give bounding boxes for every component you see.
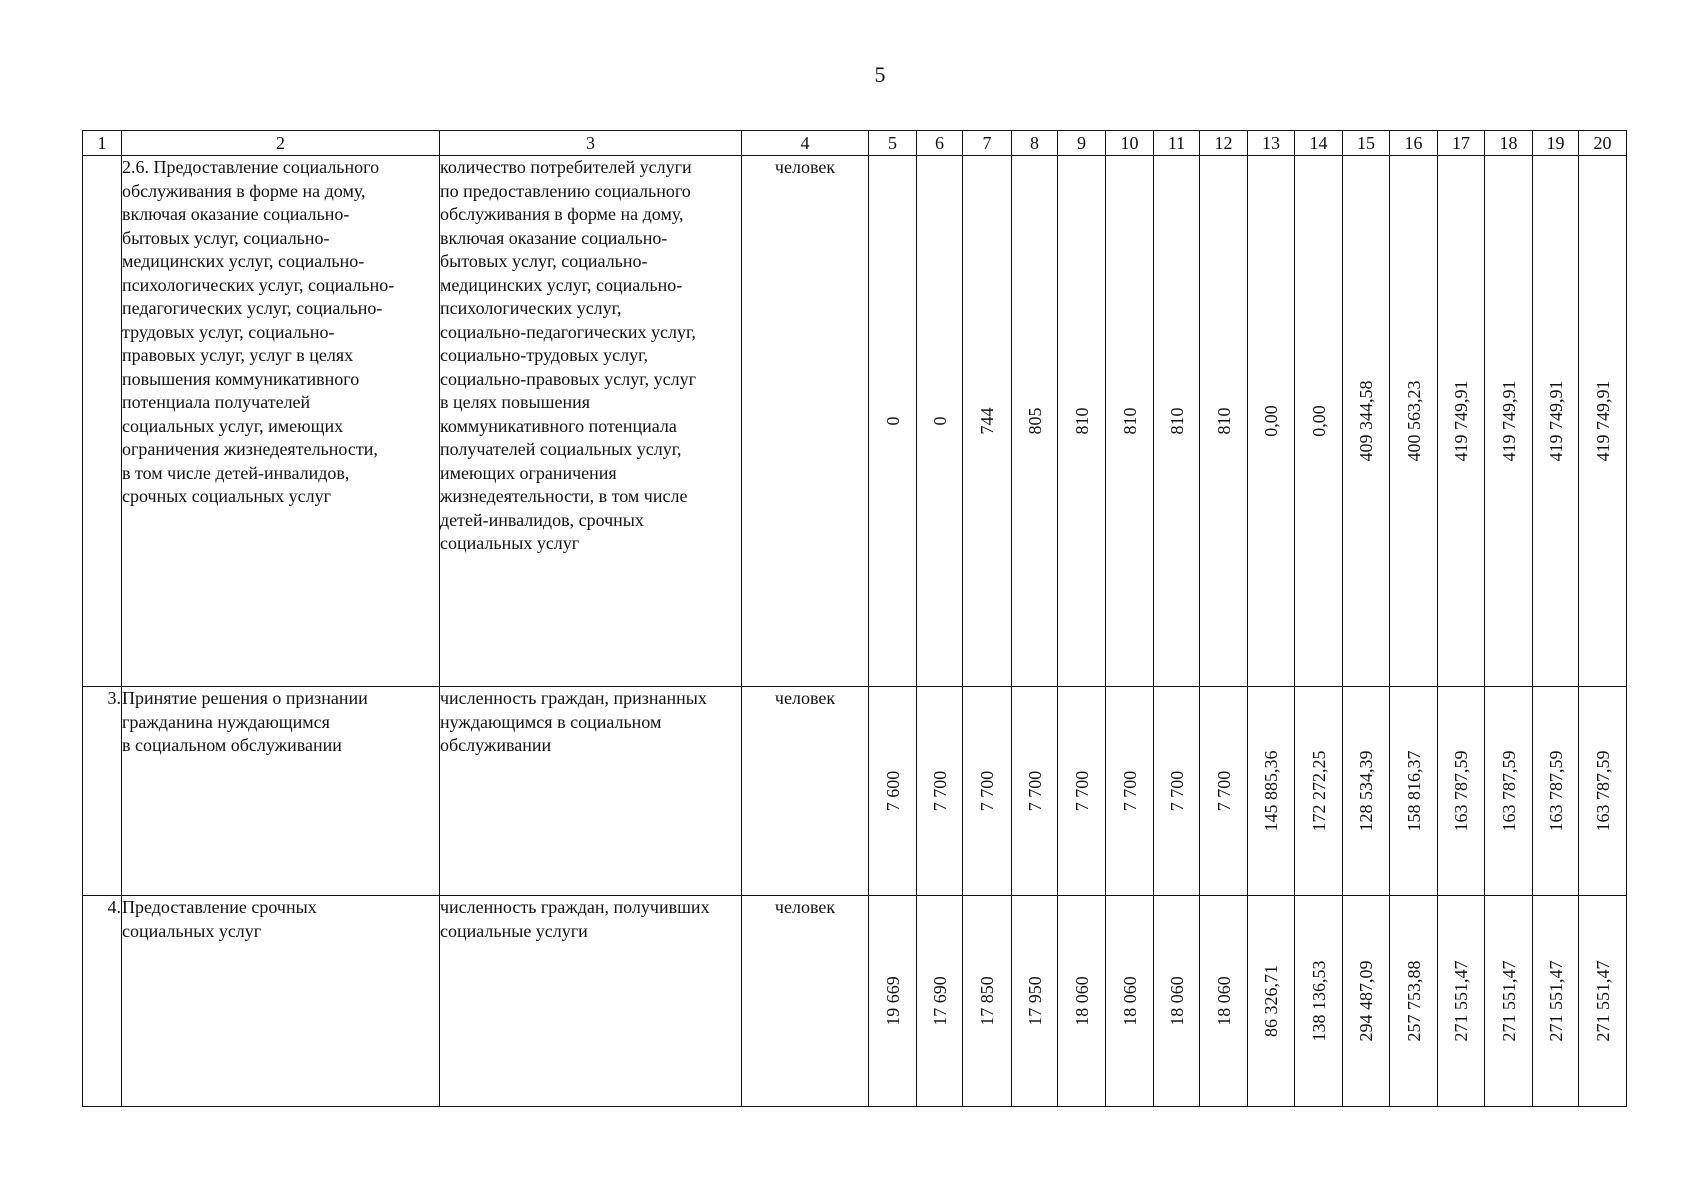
- header-cell: 20: [1579, 131, 1627, 156]
- header-cell: 13: [1248, 131, 1295, 156]
- header-cell: 5: [869, 131, 917, 156]
- value-cell: [1154, 687, 1200, 896]
- service-name-line: ограничения жизнедеятельности,: [122, 439, 378, 459]
- value-text: 271 551,47: [1592, 960, 1613, 1042]
- value-cell: [1248, 896, 1295, 1107]
- indicator-line: включая оказание социально-: [440, 227, 668, 248]
- indicator-line: социально-трудовых услуг,: [440, 345, 649, 365]
- value-text: 163 787,59: [1545, 750, 1566, 832]
- value-text: 7 600: [882, 770, 903, 812]
- service-name-line: обслуживания в форме на дому,: [122, 180, 366, 201]
- indicator-line: бытовых услуг, социально-: [440, 251, 648, 271]
- header-cell: 1: [83, 131, 122, 156]
- unit-cell: человек: [742, 687, 869, 896]
- service-name-line: в социальном обслуживании: [122, 735, 342, 755]
- value-text: 7 700: [1213, 770, 1234, 812]
- header-cell: 10: [1106, 131, 1154, 156]
- value-cell: [1390, 156, 1438, 687]
- table-row: [83, 156, 1627, 687]
- row-number: 3.: [83, 687, 122, 896]
- value-cell: [1012, 156, 1058, 687]
- value-cell: [1390, 687, 1438, 896]
- service-name-line: психологических услуг, социально-: [122, 274, 395, 295]
- header-cell: 9: [1058, 131, 1106, 156]
- value-text: 0: [882, 416, 903, 426]
- value-cell: [1343, 156, 1390, 687]
- header-cell: 19: [1533, 131, 1579, 156]
- value-cell: [1579, 896, 1627, 1107]
- header-cell: 14: [1295, 131, 1343, 156]
- value-cell: [1579, 687, 1627, 896]
- value-text: 0,00: [1308, 405, 1329, 437]
- value-cell: [1485, 896, 1533, 1107]
- value-text: 7 700: [1166, 770, 1187, 812]
- value-text: 810: [1071, 407, 1092, 435]
- header-cell: 6: [917, 131, 963, 156]
- service-name-cell: [122, 896, 440, 1107]
- indicator-line: жизнедеятельности, в том числе: [440, 486, 688, 506]
- value-cell: [1295, 896, 1343, 1107]
- value-text: 163 787,59: [1498, 750, 1519, 832]
- value-cell: [1579, 156, 1627, 687]
- value-text: 18 060: [1071, 976, 1092, 1026]
- indicator-cell: [440, 896, 742, 1107]
- page-number: 5: [874, 62, 886, 87]
- header-cell: 15: [1343, 131, 1390, 156]
- value-cell: [1533, 896, 1579, 1107]
- value-text: 0: [929, 416, 950, 426]
- indicator-line: психологических услуг,: [440, 298, 622, 318]
- value-cell: [963, 687, 1012, 896]
- value-text: 7 700: [1071, 770, 1092, 812]
- indicator-line: получателей социальных услуг,: [440, 439, 682, 459]
- value-text: 271 551,47: [1545, 960, 1566, 1042]
- value-text: 158 816,37: [1403, 750, 1424, 832]
- service-name-line: в том числе детей-инвалидов,: [122, 462, 350, 483]
- value-cell: [1200, 156, 1248, 687]
- value-text: 18 060: [1166, 976, 1187, 1026]
- indicator-line: социальные услуги: [440, 920, 588, 941]
- value-cell: [1390, 896, 1438, 1107]
- value-cell: [1485, 156, 1533, 687]
- value-text: 409 344,58: [1356, 380, 1376, 462]
- service-name-line: педагогических услуг, социально-: [122, 298, 383, 318]
- service-name-line: Предоставление срочных: [122, 897, 317, 917]
- service-name-line: Принятие решения о признании: [122, 688, 368, 708]
- service-name-line: трудовых услуг, социально-: [122, 321, 335, 342]
- value-text: 810: [1166, 407, 1187, 435]
- value-text: 17 690: [929, 976, 950, 1026]
- value-cell: [1248, 156, 1295, 687]
- value-cell: [1106, 687, 1154, 896]
- value-cell: [1012, 896, 1058, 1107]
- value-text: 163 787,59: [1451, 750, 1471, 832]
- indicator-line: обслуживании: [440, 735, 552, 755]
- value-cell: [1295, 156, 1343, 687]
- value-cell: [869, 687, 917, 896]
- value-text: 257 753,88: [1403, 960, 1424, 1042]
- value-text: 163 787,59: [1592, 750, 1613, 832]
- value-text: 7 700: [1119, 770, 1140, 812]
- indicator-line: по предоставлению социального: [440, 180, 691, 201]
- indicator-line: социально-педагогических услуг,: [440, 321, 696, 342]
- value-cell: [1200, 687, 1248, 896]
- service-name-line: социальных услуг: [122, 920, 262, 941]
- value-cell: [1438, 156, 1485, 687]
- value-text: 138 136,53: [1308, 960, 1329, 1042]
- service-name-line: включая оказание социально-: [122, 204, 350, 224]
- value-text: 7 700: [1024, 770, 1045, 812]
- service-name-line: бытовых услуг, социально-: [122, 227, 330, 248]
- value-cell: [869, 156, 917, 687]
- value-cell: [963, 156, 1012, 687]
- value-cell: [1343, 687, 1390, 896]
- value-text: 419 749,91: [1451, 380, 1471, 462]
- indicator-line: детей-инвалидов, срочных: [440, 509, 644, 530]
- unit-cell: человек: [742, 896, 869, 1107]
- value-cell: [1485, 687, 1533, 896]
- value-cell: [1012, 687, 1058, 896]
- header-cell: 7: [963, 131, 1012, 156]
- value-text: 810: [1119, 407, 1140, 435]
- indicator-cell: [440, 687, 742, 896]
- value-text: 805: [1024, 407, 1045, 435]
- value-cell: [1200, 896, 1248, 1107]
- header-cell: 12: [1200, 131, 1248, 156]
- value-text: 271 551,47: [1451, 960, 1471, 1042]
- value-cell: [1106, 896, 1154, 1107]
- indicator-line: социально-правовых услуг, услуг: [440, 368, 696, 389]
- value-cell: [1248, 687, 1295, 896]
- service-name-cell: [122, 156, 440, 687]
- header-cell: 4: [742, 131, 869, 156]
- table-row: [83, 687, 1627, 896]
- value-cell: [917, 687, 963, 896]
- indicator-cell: [440, 156, 742, 687]
- value-cell: [1295, 687, 1343, 896]
- value-cell: [963, 896, 1012, 1107]
- indicator-line: численность граждан, признанных: [440, 688, 707, 708]
- service-name-line: 2.6. Предоставление социального: [122, 157, 380, 177]
- header-cell: 11: [1154, 131, 1200, 156]
- indicator-line: количество потребителей услуги: [440, 157, 692, 177]
- value-cell: [1343, 896, 1390, 1107]
- value-cell: [917, 896, 963, 1107]
- service-name-line: срочных социальных услуг: [122, 486, 331, 506]
- value-text: 810: [1213, 407, 1234, 435]
- value-text: 7 700: [977, 770, 997, 812]
- value-text: 294 487,09: [1356, 960, 1376, 1042]
- service-name-line: гражданина нуждающимся: [122, 711, 330, 732]
- row-number: [83, 156, 122, 687]
- indicator-line: коммуникативного потенциала: [440, 415, 677, 436]
- unit-cell: человек: [742, 156, 869, 687]
- value-cell: [1106, 156, 1154, 687]
- value-cell: [1438, 687, 1485, 896]
- indicator-line: нуждающимся в социальном: [440, 711, 662, 732]
- value-text: 744: [977, 407, 997, 435]
- value-cell: [1058, 896, 1106, 1107]
- indicator-line: обслуживания в форме на дому,: [440, 204, 684, 224]
- value-text: 419 749,91: [1592, 380, 1613, 462]
- header-cell: 16: [1390, 131, 1438, 156]
- header-cell: 2: [122, 131, 440, 156]
- value-text: 128 534,39: [1356, 750, 1376, 832]
- header-cell: 17: [1438, 131, 1485, 156]
- service-name-line: повышения коммуникативного: [122, 368, 360, 389]
- value-text: 86 326,71: [1261, 965, 1281, 1037]
- value-text: 0,00: [1261, 405, 1281, 437]
- value-cell: [1533, 156, 1579, 687]
- value-cell: [1438, 896, 1485, 1107]
- table-row: [83, 896, 1627, 1107]
- value-text: 17 850: [977, 976, 997, 1026]
- service-name-cell: [122, 687, 440, 896]
- value-cell: [1058, 156, 1106, 687]
- value-text: 17 950: [1024, 976, 1045, 1026]
- header-cell: 18: [1485, 131, 1533, 156]
- value-text: 419 749,91: [1498, 380, 1519, 462]
- value-text: 145 885,36: [1261, 750, 1281, 832]
- service-name-line: социальных услуг, имеющих: [122, 415, 344, 436]
- data-table: [82, 130, 1627, 1107]
- value-text: 172 272,25: [1308, 750, 1329, 832]
- value-cell: [1154, 896, 1200, 1107]
- header-cell: 8: [1012, 131, 1058, 156]
- value-text: 400 563,23: [1403, 380, 1424, 462]
- value-text: 18 060: [1119, 976, 1140, 1026]
- value-cell: [1154, 156, 1200, 687]
- service-name-line: потенциала получателей: [122, 392, 311, 412]
- header-row: [83, 131, 1627, 156]
- value-cell: [917, 156, 963, 687]
- indicator-line: имеющих ограничения: [440, 462, 617, 483]
- value-cell: [869, 896, 917, 1107]
- header-cell: 3: [440, 131, 742, 156]
- service-name-line: медицинских услуг, социально-: [122, 251, 365, 271]
- indicator-line: социальных услуг: [440, 533, 580, 553]
- indicator-line: в целях повышения: [440, 392, 591, 412]
- value-text: 18 060: [1213, 976, 1234, 1026]
- indicator-line: медицинских услуг, социально-: [440, 274, 683, 295]
- value-cell: [1533, 687, 1579, 896]
- value-text: 7 700: [929, 770, 950, 812]
- indicator-line: численность граждан, получивших: [440, 897, 710, 917]
- value-text: 19 669: [882, 976, 903, 1026]
- service-name-line: правовых услуг, услуг в целях: [122, 345, 354, 365]
- value-text: 271 551,47: [1498, 960, 1519, 1042]
- value-text: 419 749,91: [1545, 380, 1566, 462]
- row-number: 4.: [83, 896, 122, 1107]
- value-cell: [1058, 687, 1106, 896]
